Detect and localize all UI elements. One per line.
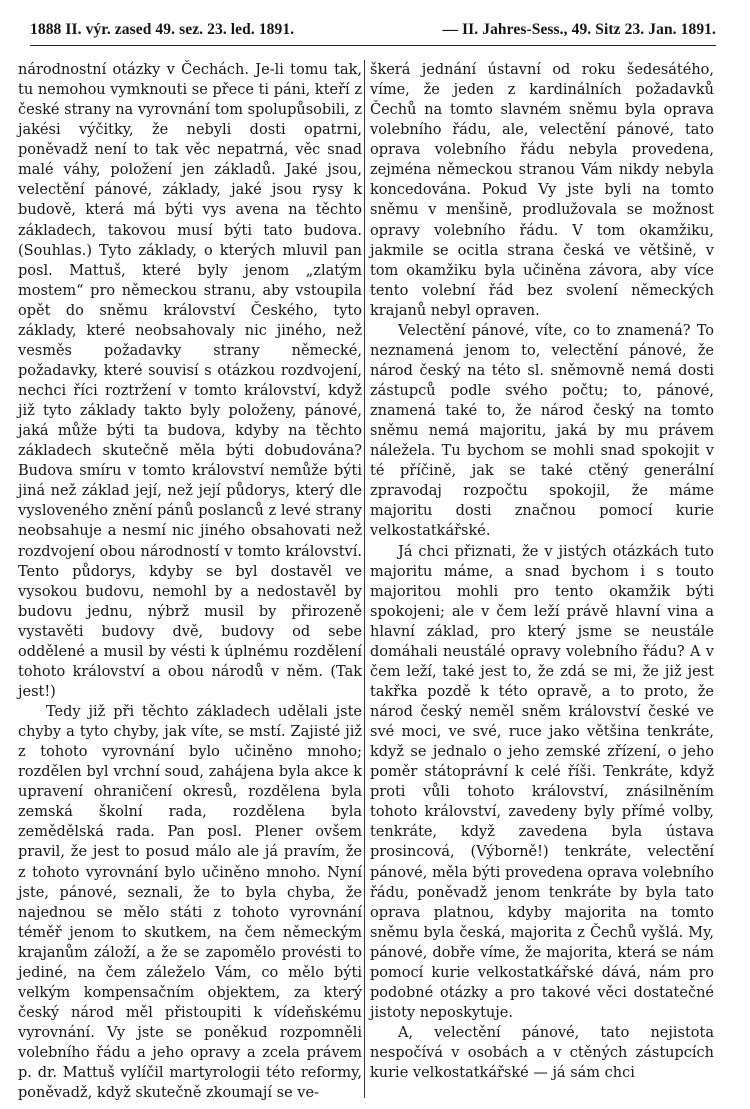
paragraph: škerá jednání ústavní od roku šedesátého, víme, že jeden z kardinálních požadavků Čechů na tomto slavném sněmu byla oprava volebního řádu, ale, velectění pánové, tato oprava volebního řádu nebyla provedena, zejména německou stranou Vám nikdy nebyla koncedována. Pokud Vy jste byli na tomto sněmu v menšině, prodlužovala se možnost opravy volebního řádu. V tom okamžiku, jakmile se ocitla strana česká ve většině, v tom okamžiku byla učiněna závora, aby více tento volební řád bez svolení německých krajanů nebyl opraven.	[370, 62, 714, 319]
paragraph: Velectění pánové, víte, co to znamená? To neznamená jenom to, velectění pánové, že národ český na této sl. sněmovně nemá dosti zástupců podle svého počtu; to, pánové, znamená také to, že národ český na tomto sněmu nemá majoritu, jaká by mu právem náležela. Tu bychom se mohli snad spokojit v té příčině, jak se také ctěný generální zpravodaj rozpočtu spokojil, že máme majoritu dosti značnou pomocí kurie velkostatkářské.	[370, 322, 714, 540]
right-column	[370, 60, 714, 1083]
header-rule	[30, 45, 716, 46]
paragraph: Tedy již při těchto základech udělali jste chyby a tyto chyby, jak víte, se mstí. Zajisté již z tohoto vyrovnání bylo učiněno mnoho; rozdělen byl vrchní soud, zahájena byla akce k upravení ohraničení okresů, rozdělena byla zemská školní rada, rozdělena byla zemědělská rada. Pan posl. Plener ovšem pravil, že jest to posud málo ale já pravím, že z tohoto vyrovnání bylo učiněno mnoho. Nyní jste, pánové, seznali, že to byla chyba, že najednou se mělo státi z tohoto vyrovnání téměř jenom to skutkem, na čem německým krajanům záloží, a že se zapomělo provésti to jediné, na čem záleželo Vám, co mělo býti velkým kompensačním objektem, za který český národ měl přistoupiti k vídeňskému vyrovnání. Vy jste se poněkud rozpomněli volebního řádu a jeho opravy a zcela právem p. dr. Mattuš vylíčil martyrologii této reformy, poněvadž, když skutečně zkoumají se ve-	[18, 704, 362, 1102]
header-czech: 1888 II. výr. zased 49. sez. 23. led. 1891.	[30, 21, 295, 38]
paragraph: A, velectění pánové, tato nejistota nespočívá v osobách a v ctěných zástupcích kurie velkostatkářské — já sám chci	[370, 1025, 714, 1082]
header-german: — II. Jahres-Sess., 49. Sitz 23. Jan. 1891.	[442, 21, 716, 38]
paragraph: národnostní otázky v Čechách. Je-li tomu tak, tu nemohou vymknouti se přece ti páni, kteří z české strany na vyrovnání tom spolupůsobili, z jakési výčitky, že nebyli dosti opatrni, poněvadž není to tak věc nepatrná, věc snad malé váhy, položení jen základů. Jaké jsou, velectění pánové, základy, jaké jsou rysy k budově, která má býti vys avena na těchto základech, takovou musí býti tato budova. (Souhlas.) Tyto základy, o kterých mluvil pan posl. Mattuš, které byly jenom „zlatým mostem“ pro německou stranu, aby vstoupila opět do sněmu království Českého, tyto základy, které neobsahovaly nic jiného, než vesměs požadavky strany německé, požadavky, které souvisí s otázkou rozdvojení, nechci říci roztržení v tomto království, když již tyto základy takto byly položeny, pánové, jaká může býti ta budova, kdyby na těchto základech skutečně měla býti dobudována? Budova smíru v tomto království nemůže býti jiná než základ její, než její půdorys, který dle vysloveného znění pánů poslanců z levé strany neobsahuje a nesmí nic jiného obsahovati než rozdvojení obou národností v tomto království. Tento půdorys, kdyby se byl dostavěl ve vysokou budovu, nemohl by a nedostavěl by budovu jednu, nýbrž musil by přirozeně vystavěti budovy dvě, budovy od sebe oddělené a musil by vésti k úplnému rozdělení tohoto království a obou národů v něm. (Tak jest!)	[18, 62, 362, 700]
column-divider	[364, 60, 365, 1098]
paragraph: Já chci přiznati, že v jistých otázkách tuto majoritu máme, a snad bychom i s touto majoritou mohli pro tento okamžik býti spokojeni; ale v čem leží právě hlavní vina a hlavní základ, pro který jsme se neustále domáhali neustálé opravy volebního řádu? A v čem leží, také jest to, že zdá se mi, že již jest takřka pozdě k této opravě, a to proto, že národ český neměl sněm království české ve své moci, ve své, ruce jako většina tenkráte, když se jednalo o jeho zemské zřízení, o jeho poměr státoprávní k celé říši. Tenkráte, když proti vůli tohoto království, znásilněním tohoto království, zavedeny byly přímé volby, tenkráte, když zavedena byla ústava prosincová, (Výborně!) tenkráte, velectění pánové, měla býti provedena oprava volebního řádu, poněvadž jenom tenkráte by byla tato oprava platnou, kdyby majorita na tomto sněmu byla česká, majorita z Čechů vyšlá. My, pánové, dobře víme, že majorita, která se nám pomocí kurie velkostatkářské dává, nám pro podobné otázky a pro takové věci dostatečné jistoty neposkytuje.	[370, 543, 714, 1021]
left-column	[18, 60, 362, 1103]
